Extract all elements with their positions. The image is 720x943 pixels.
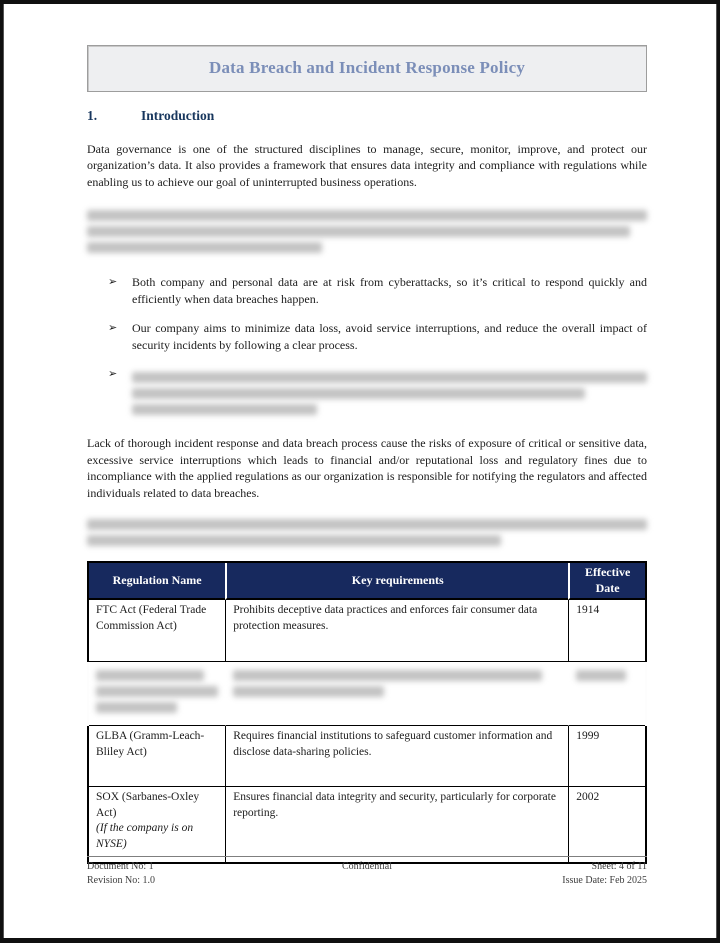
cell-effective-date: 1914 xyxy=(568,600,645,662)
cell-regulation-name xyxy=(89,787,225,862)
regulation-name-text: SOX (Sarbanes-Oxley Act) xyxy=(96,791,200,819)
redacted-bullet-text xyxy=(132,366,647,415)
table-row-sox xyxy=(89,787,645,862)
col-header-effective-date: Effective Date xyxy=(568,563,645,600)
regulations-table xyxy=(87,561,647,864)
bullet-text: Our company aims to minimize data loss, avoid service interruptions, and reduce the overall impact of security incidents by following a clear process. xyxy=(132,321,647,352)
footer-document-no: Document No: 1 xyxy=(87,861,154,872)
redacted-text-line xyxy=(96,686,218,697)
redacted-text-line xyxy=(87,210,647,221)
cell-key-requirements: Prohibits deceptive data practices and enforces fair consumer data protection measures. xyxy=(225,600,568,662)
section-number: 1. xyxy=(87,108,98,123)
footer-left xyxy=(87,860,274,888)
redacted-text-line xyxy=(87,226,630,237)
bullet-arrow-icon: ➢ xyxy=(108,275,118,288)
bullet-item-3-redacted xyxy=(87,366,647,415)
footer-center xyxy=(274,860,461,888)
table-row-ftc xyxy=(89,600,645,662)
bullet-text: Both company and personal data are at risk from cyberattacks, so it’s critical to respond quickly and efficiently when data breaches happen. xyxy=(132,275,647,306)
redacted-text-line xyxy=(576,670,625,681)
cell-key-requirements: Ensures financial data integrity and security, particularly for corporate reporting. xyxy=(225,787,568,862)
bullet-arrow-icon: ➢ xyxy=(108,321,118,334)
footer-right xyxy=(460,860,647,888)
cell-effective-date: 1999 xyxy=(568,726,645,787)
cell-key-requirements-redacted xyxy=(225,662,568,726)
page-content xyxy=(4,4,716,864)
redacted-text-line xyxy=(132,388,585,399)
bullet-arrow-icon: ➢ xyxy=(108,367,118,380)
bullet-item-1 xyxy=(87,274,647,307)
redacted-text-line xyxy=(87,242,322,253)
col-header-regulation-name: Regulation Name xyxy=(89,563,225,600)
bullet-item-2 xyxy=(87,320,647,353)
redacted-paragraph-2 xyxy=(87,513,647,546)
redacted-text-line xyxy=(132,372,647,383)
footer-confidential-label: Confidential xyxy=(342,861,392,872)
document-page xyxy=(3,4,717,938)
regulation-name-note: (If the company is on NYSE) xyxy=(96,822,194,850)
section-heading xyxy=(87,108,647,125)
redacted-text-line xyxy=(87,519,647,530)
table-header-row xyxy=(89,563,645,600)
intro-paragraph-1: Data governance is one of the structured disciplines to manage, secure, monitor, improve, and protect our organization’s data. It also provides a framework that ensures data integrity and compliance with regulations while enabling us to achieve our goal of uninterrupted business operations. xyxy=(87,141,647,189)
redacted-text-line xyxy=(96,702,177,713)
page-footer xyxy=(87,856,647,888)
footer-sheet: Sheet: 4 of 11 xyxy=(591,861,648,872)
redacted-paragraph-1 xyxy=(87,203,647,253)
col-header-key-requirements: Key requirements xyxy=(225,563,568,600)
cell-regulation-name: FTC Act (Federal Trade Commission Act) xyxy=(89,600,225,662)
table-row-redacted xyxy=(89,662,645,726)
redacted-text-line xyxy=(87,535,501,546)
redacted-text-line xyxy=(96,670,204,681)
cell-regulation-name: GLBA (Gramm-Leach-Bliley Act) xyxy=(89,726,225,787)
cell-regulation-name-redacted xyxy=(89,662,225,726)
footer-issue-date: Issue Date: Feb 2025 xyxy=(562,875,648,886)
redacted-text-line xyxy=(132,404,317,415)
document-title: Data Breach and Incident Response Policy xyxy=(208,58,526,78)
redacted-text-line xyxy=(233,686,384,697)
section-title: Introduction xyxy=(141,108,215,123)
cell-effective-date: 2002 xyxy=(568,787,645,862)
cell-key-requirements: Requires financial institutions to safeguard customer information and disclose data-sharing policies. xyxy=(225,726,568,787)
bullet-list xyxy=(87,274,647,415)
redacted-text-line xyxy=(233,670,541,681)
document-title-box xyxy=(87,45,647,92)
footer-revision-no: Revision No: 1.0 xyxy=(87,875,156,886)
table-row-glba xyxy=(89,726,645,787)
intro-paragraph-2: Lack of thorough incident response and data breach process cause the risks of exposure of critical or sensitive data, excessive service interruptions which leads to financial and/or reputational loss and regulatory fines due to incompliance with the applied regulations as our organization is responsible for notifying the regulators and affected individuals related to data breaches. xyxy=(87,436,647,500)
cell-effective-date-redacted xyxy=(568,662,645,726)
